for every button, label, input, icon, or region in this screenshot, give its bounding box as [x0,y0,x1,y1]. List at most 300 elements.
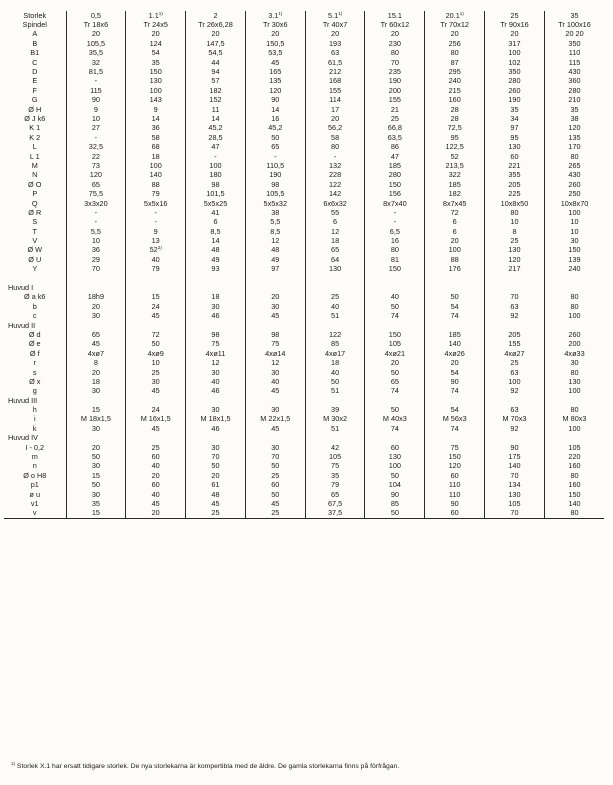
table-cell: 50 [186,462,246,471]
table-cell: 61,5 [305,58,365,67]
table-cell: 170 [544,142,604,151]
table-cell: 25 [186,509,246,519]
table-cell: 45 [126,312,186,321]
table-cell: 30 [126,377,186,386]
row-label: p1 [30,480,39,490]
table-cell: 130 [485,490,545,499]
table-cell: 120 [66,171,126,180]
table-cell: 295 [425,67,485,76]
table-cell: 63 [305,49,365,58]
table-cell: 80 [305,142,365,151]
table-cell: 4xø33 [544,349,604,358]
table-cell [66,283,126,292]
table-cell: 9 [66,105,126,114]
table-cell: 64 [305,255,365,264]
table-cell: 110 [425,481,485,490]
table-row [4,415,604,424]
table-cell: 56,2 [305,124,365,133]
table-cell [186,321,246,330]
table-cell: 70 [485,293,545,302]
table-cell: 360 [544,77,604,86]
table-cell: 80 [544,405,604,414]
table-cell: 140 [425,340,485,349]
table-cell: - [66,218,126,227]
table-cell: 4xø7 [66,349,126,358]
table-cell: - [66,133,126,142]
table-cell: 48 [186,246,246,255]
table-row [4,452,604,461]
table-row [4,265,604,274]
table-cell: 72 [425,208,485,217]
table-cell: - [126,218,186,227]
table-cell: 150 [365,330,425,339]
table-cell [365,283,425,292]
table-cell: 8,5 [245,227,305,236]
table-cell: 240 [544,265,604,274]
table-cell [365,321,425,330]
table-cell: 30 [245,443,305,452]
footnote-ref: 1) [459,11,464,16]
table-cell: 30 [186,368,246,377]
table-cell: 190 [245,171,305,180]
table-cell: 6x6x32 [305,199,365,208]
table-cell [544,283,604,292]
table-cell [126,321,186,330]
table-cell: 5,5 [66,227,126,236]
table-cell: 50 [365,471,425,480]
table-cell: 4xø27 [485,349,545,358]
table-cell: 51 [305,424,365,433]
table-cell: 185 [425,180,485,189]
table-cell: 30 [66,490,126,499]
table-cell: 88 [126,180,186,189]
table-cell: 280 [485,77,545,86]
table-cell [485,396,545,405]
table-cell: 40 [186,377,246,386]
table-cell: 45 [126,424,186,433]
table-cell: 60 [485,152,545,161]
table-cell: 60 [365,443,425,452]
table-cell: 140 [126,171,186,180]
header-cell: 15.1 [365,11,425,20]
table-row [4,387,604,396]
table-cell: 350 [485,67,545,76]
table-cell: 20 [245,293,305,302]
table-cell: 101,5 [186,189,246,198]
table-cell: 5x5x32 [245,199,305,208]
table-cell: 280 [365,171,425,180]
table-cell: 105,5 [245,189,305,198]
table-cell: 95 [485,133,545,142]
table-cell: 47 [365,152,425,161]
table-row [4,293,604,302]
table-cell: 45 [245,312,305,321]
table-cell: 79 [305,481,365,490]
header-cell: Tr 30x6 [245,20,305,29]
table-cell: 54 [425,302,485,311]
table-cell: 30 [186,302,246,311]
table-cell: 63 [485,368,545,377]
table-cell: 75 [186,340,246,349]
table-cell [485,434,545,443]
table-cell: 115 [66,86,126,95]
table-cell: 100 [186,161,246,170]
table-cell: 150,5 [245,39,305,48]
table-cell: 45 [245,58,305,67]
table-cell: 39 [305,405,365,414]
table-cell: 12 [245,236,305,245]
table-cell: 175 [485,452,545,461]
table-cell: 98 [245,180,305,189]
table-cell [305,321,365,330]
spacer-row [4,274,604,283]
header-row-size [4,11,604,20]
table-cell: 120 [425,462,485,471]
table-cell: 50 [305,377,365,386]
table-cell: 45 [245,499,305,508]
section-label: Huvud I [8,283,34,293]
table-cell [365,396,425,405]
table-cell: 20 [186,471,246,480]
table-cell: M 18x1,5 [66,415,126,424]
header-cell: Tr 18x6 [66,20,126,29]
table-cell: 54 [425,368,485,377]
footnote [11,763,399,770]
table-cell: 93 [186,265,246,274]
footnote-text: Storlek X.1 har ersatt tidigare storlek. De nya storlekarna är kompertibla med de äldre. De gamla storlekarna finns på förfrågan. [16,763,400,770]
table-cell: 30 [544,236,604,245]
table-row [4,330,604,339]
table-cell: 240 [425,77,485,86]
table-cell: 20 [66,443,126,452]
table-cell: 17 [305,105,365,114]
row-label: Q [31,198,38,208]
table-row [4,227,604,236]
table-cell: 45,2 [245,124,305,133]
table-row [4,405,604,414]
row-label: Ø e [28,339,41,349]
table-cell: 50 [365,302,425,311]
table-cell: 100 [126,161,186,170]
table-cell [186,274,246,283]
table-cell: 25 [485,236,545,245]
table-cell: 14 [245,105,305,114]
table-cell: 79 [126,189,186,198]
table-cell [425,396,485,405]
header-cell: 5.1$^{1)}$ [305,11,365,20]
row-label: Ø H [28,104,42,114]
row-label: K 1 [29,123,41,133]
table-cell [305,434,365,443]
table-cell: 40 [365,293,425,302]
table-cell: 90 [425,377,485,386]
row-label: V [32,236,38,246]
table-cell: 100 [365,462,425,471]
table-cell: 46 [186,387,246,396]
table-cell: 6,5 [365,227,425,236]
table-cell: 40 [126,462,186,471]
table-cell: 16 [245,114,305,123]
table-cell: 200 [544,340,604,349]
table-cell: 140 [485,462,545,471]
table-row [4,58,604,67]
header-label: Storlek [23,11,47,20]
table-cell [186,396,246,405]
table-cell: 130 [365,452,425,461]
table-cell: M 40x3 [365,415,425,424]
table-cell: 98 [186,180,246,189]
row-label: m [31,452,38,462]
table-cell: 70 [245,452,305,461]
table-cell [485,274,545,283]
table-row [4,208,604,217]
table-cell: 80 [544,302,604,311]
table-cell: 25 [245,509,305,519]
table-cell: 73 [66,161,126,170]
table-cell: 21 [365,105,425,114]
table-cell: 280 [544,86,604,95]
table-row [4,340,604,349]
table-cell: 104 [365,481,425,490]
table-cell [305,283,365,292]
table-row [4,499,604,508]
table-cell: 20 [66,368,126,377]
dimension-sheet [4,11,604,519]
table-row [4,39,604,48]
table-row [4,471,604,480]
table-cell: 20 [425,358,485,367]
table-cell: 20 [305,30,365,39]
table-cell: 160 [425,96,485,105]
table-cell: 41 [186,208,246,217]
table-cell: 15 [66,509,126,519]
header-cell: 0,5 [66,11,126,20]
row-label: B1 [30,48,40,58]
table-cell: 52$^{2)}$ [126,246,186,255]
table-cell: 260 [485,86,545,95]
row-label: P [32,189,38,199]
row-label: Ø U [28,255,42,264]
section-row [4,434,604,443]
table-cell: 37,5 [305,509,365,519]
table-cell [425,321,485,330]
table-cell: 63 [485,405,545,414]
table-row [4,114,604,123]
table-cell: 80 [544,293,604,302]
table-cell [544,396,604,405]
header-cell: 25 [485,11,545,20]
table-cell: 100 [425,246,485,255]
table-cell: 80 [544,509,604,519]
header-cell: 20.1$^{1)}$ [425,11,485,20]
table-cell: 45 [126,387,186,396]
header-cell: Tr 24x5 [126,20,186,29]
table-cell: 105 [365,340,425,349]
table-cell: 221 [485,161,545,170]
table-cell [305,396,365,405]
table-cell: 4xø26 [425,349,485,358]
table-cell: 45 [66,340,126,349]
table-cell: 46 [186,312,246,321]
table-cell: 212 [305,67,365,76]
table-cell: 20 [245,30,305,39]
table-cell: 86 [365,142,425,151]
footnote-ref: 1) [338,11,343,16]
table-row [4,255,604,264]
table-cell [66,274,126,283]
table-cell: 200 [365,86,425,95]
table-cell: 30 [66,387,126,396]
section-row [4,396,604,405]
row-label: I - 0,2 [25,442,45,452]
table-cell: 66,8 [365,124,425,133]
table-row [4,246,604,255]
table-cell [425,274,485,283]
table-cell: 18 [186,293,246,302]
table-cell: 205 [485,330,545,339]
table-cell: 20 [126,509,186,519]
table-cell: 120 [485,255,545,264]
table-cell: 25 [126,368,186,377]
table-cell: 132 [305,161,365,170]
table-cell: 20 [485,30,545,39]
table-cell: 122 [305,180,365,189]
table-cell: 122 [305,330,365,339]
table-cell: 70 [186,452,246,461]
table-cell: 50 [66,452,126,461]
table-cell: 135 [245,77,305,86]
table-cell: 122,5 [425,142,485,151]
table-cell: 11 [186,105,246,114]
table-cell: 105 [544,443,604,452]
table-cell: 80 [485,208,545,217]
table-cell: 60 [425,471,485,480]
table-cell: 18 [305,358,365,367]
table-row [4,152,604,161]
table-cell: 50 [365,405,425,414]
table-cell: 48 [186,490,246,499]
table-cell: 350 [544,39,604,48]
table-cell [126,434,186,443]
row-label [4,274,66,283]
table-row [4,180,604,189]
table-cell: 130 [544,377,604,386]
table-cell: 29 [66,255,126,264]
table-cell: 40 [245,377,305,386]
table-cell: 4xø14 [245,349,305,358]
table-cell: - [66,77,126,86]
table-cell: 65 [66,330,126,339]
table-cell: - [305,152,365,161]
table-row [4,424,604,433]
table-cell: 35 [66,499,126,508]
table-cell: 87 [425,58,485,67]
table-cell: 260 [544,330,604,339]
table-cell: 100 [544,387,604,396]
header-cell: Tr 60x12 [365,20,425,29]
table-cell: 61 [186,481,246,490]
table-cell: 70 [66,265,126,274]
table-body [4,11,604,519]
table-cell: M 30x2 [305,415,365,424]
table-cell: 50 [66,481,126,490]
table-cell: M 80x3 [544,415,604,424]
table-cell: 10x8x70 [544,199,604,208]
table-cell: 72,5 [425,124,485,133]
table-cell: 25 [305,293,365,302]
table-cell [186,283,246,292]
table-cell: 156 [365,189,425,198]
table-cell: 74 [425,424,485,433]
table-row [4,30,604,39]
table-cell: M 56x3 [425,415,485,424]
row-label: Ø x [29,377,41,386]
table-cell: 150 [365,265,425,274]
table-cell: 176 [425,265,485,274]
table-cell: 40 [305,368,365,377]
table-cell: 18h9 [66,293,126,302]
table-cell: 35 [126,58,186,67]
table-cell: 60 [126,481,186,490]
table-cell: 430 [544,171,604,180]
table-cell: 135 [544,133,604,142]
table-cell: 98 [245,330,305,339]
table-cell: 100 [544,312,604,321]
table-cell [365,434,425,443]
table-cell: 18 [66,377,126,386]
row-label: c [32,311,37,321]
table-cell: 20 [305,114,365,123]
table-cell: 185 [365,161,425,170]
table-cell: - [245,152,305,161]
table-cell: 105 [305,452,365,461]
table-cell: 94 [186,67,246,76]
table-cell [425,434,485,443]
table-cell: 50 [245,133,305,142]
table-cell: 213,5 [425,161,485,170]
table-cell: 72 [126,330,186,339]
table-cell: 60 [425,509,485,519]
table-cell: 225 [485,189,545,198]
table-cell: 54 [126,49,186,58]
table-cell: 40 [305,302,365,311]
table-cell: 80 [544,471,604,480]
table-cell: 100 [126,86,186,95]
table-cell: 4xø17 [305,349,365,358]
table-cell [305,274,365,283]
table-cell: 134 [485,481,545,490]
table-cell: 9 [126,105,186,114]
table-cell: - [365,208,425,217]
row-label: k [32,424,37,433]
row-label: Ø a k6 [24,292,46,302]
table-cell: 130 [485,142,545,151]
row-label: h [32,405,37,415]
table-cell: 80 [365,246,425,255]
table-cell: 67,5 [305,499,365,508]
table-cell: 5x5x16 [126,199,186,208]
table-cell: 52 [425,152,485,161]
table-cell: 74 [365,424,425,433]
table-cell: 147,5 [186,39,246,48]
table-row [4,199,604,208]
table-cell: 168 [305,77,365,86]
table-cell: - [365,218,425,227]
table-cell: 140 [544,499,604,508]
table-cell: 90 [425,499,485,508]
table-cell: - [186,152,246,161]
table-cell: 20 [126,30,186,39]
